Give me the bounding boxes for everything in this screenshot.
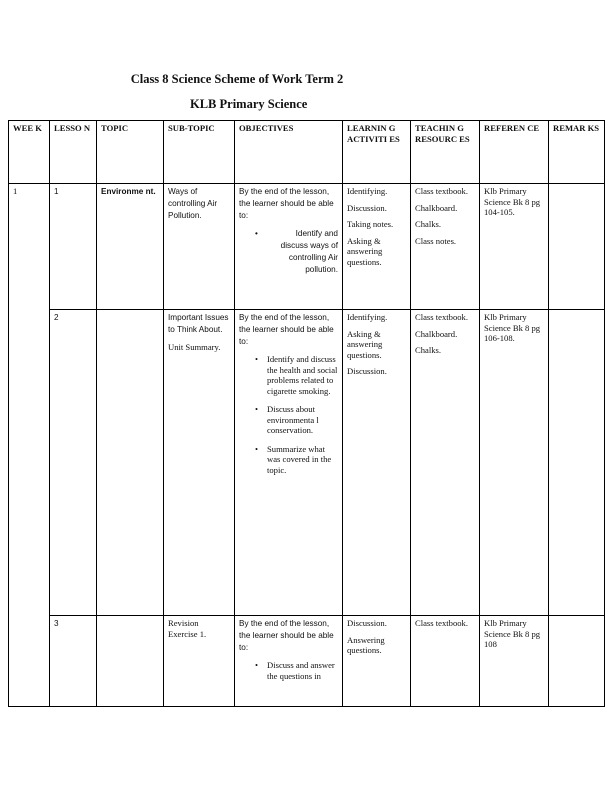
header-remarks: REMAR KS (549, 121, 605, 184)
reference-cell: Klb Primary Science Bk 8 pg 104-105. (480, 184, 549, 310)
subtopic-text: Revision Exercise 1. (168, 618, 207, 639)
bullet-icon: • (255, 354, 259, 364)
subtopic-text: Unit Summary. (168, 342, 221, 352)
reference-cell: Klb Primary Science Bk 8 pg 106-108. (480, 310, 549, 616)
activities-cell (343, 184, 411, 310)
lesson-cell: 2 (50, 310, 97, 616)
subtopic-text: Important Issues to Think About. (168, 313, 229, 334)
objective-text: Summarize what was covered in the topic. (267, 443, 332, 475)
remarks-cell (549, 184, 605, 310)
header-subtopic: SUB-TOPIC (164, 121, 235, 184)
resource-text: Class textbook. (415, 312, 468, 322)
table-body (9, 184, 605, 707)
subtopic-text: Ways of controlling Air Pollution. (168, 187, 218, 220)
topic-cell (97, 310, 164, 616)
activity-text: Asking & answering questions. (347, 235, 383, 267)
activity-text: Discussion. (347, 618, 387, 628)
resources-cell (411, 184, 480, 310)
objectives-intro: By the end of the lesson, the learner should be able to: (239, 619, 334, 652)
activity-text: Taking notes. (347, 219, 394, 229)
header-teaching-resources: TEACHIN G RESOURC ES (411, 121, 480, 184)
remarks-cell (549, 310, 605, 616)
objective-text: Discuss and answer the questions in (267, 660, 335, 681)
objective-text: Identify and discuss ways of controlling Air pollution. (280, 229, 338, 274)
activity-text: Discussion. (347, 202, 387, 213)
resources-cell (411, 310, 480, 616)
remarks-cell (549, 616, 605, 707)
objective-item (255, 404, 338, 436)
header-lesson: LESSO N (50, 121, 97, 184)
objective-item (255, 354, 338, 396)
activity-text: Asking & answering questions. (347, 328, 383, 360)
objectives-list (239, 354, 338, 475)
resource-text: Chalks. (415, 219, 442, 229)
activities-cell (343, 310, 411, 616)
objective-text: Identify and discuss the health and social problems related to cigarette smoking. (267, 354, 338, 396)
resource-text: Class textbook. (415, 186, 468, 196)
header-week: WEE K (9, 121, 50, 184)
resource-text: Chalks. (415, 345, 442, 355)
subtopic-cell (164, 310, 235, 616)
objective-item (255, 660, 338, 681)
header-row (9, 121, 605, 184)
resource-text: Chalkboard. (415, 328, 458, 339)
table-row (9, 616, 605, 707)
activity-text: Answering questions. (347, 634, 385, 655)
activity-text: Identifying. (347, 186, 388, 196)
resource-text: Class textbook. (415, 618, 468, 628)
document-title (0, 72, 612, 87)
header-topic: TOPIC (97, 121, 164, 184)
objectives-cell (235, 616, 343, 707)
activities-cell (343, 616, 411, 707)
bullet-icon: • (255, 660, 259, 670)
bullet-icon: • (255, 443, 259, 454)
title-text: Class 8 Science Scheme of Work Term 2 (130, 72, 344, 86)
objective-item (255, 443, 338, 476)
subtopic-cell (164, 184, 235, 310)
resource-text: Class notes. (415, 235, 457, 246)
table-row (9, 184, 605, 310)
scheme-table (8, 120, 605, 707)
subtopic-cell (164, 616, 235, 707)
objectives-cell (235, 310, 343, 616)
objectives-list (239, 228, 338, 276)
objectives-cell (235, 184, 343, 310)
header-objectives: OBJECTIVES (235, 121, 343, 184)
document-subtitle: KLB Primary Science (190, 97, 308, 111)
activity-text: Identifying. (347, 312, 388, 322)
lesson-cell: 1 (50, 184, 97, 310)
objectives-list (239, 660, 338, 681)
bullet-icon: • (255, 229, 258, 238)
topic-cell: Environme nt. (97, 184, 164, 310)
table-row (9, 310, 605, 616)
header-learning-activities: LEARNIN G ACTIVITI ES (343, 121, 411, 184)
resource-text: Chalkboard. (415, 202, 458, 213)
objective-item (255, 228, 338, 276)
activity-text: Discussion. (347, 366, 387, 376)
resources-cell (411, 616, 480, 707)
header-reference: REFEREN CE (480, 121, 549, 184)
bullet-icon: • (255, 404, 259, 414)
lesson-cell: 3 (50, 616, 97, 707)
reference-cell: Klb Primary Science Bk 8 pg 108 (480, 616, 549, 707)
objectives-intro: By the end of the lesson, the learner should be able to: (239, 187, 334, 220)
objectives-intro: By the end of the lesson, the learner should be able to: (239, 313, 334, 346)
objective-text: Discuss about environmenta l conservation. (267, 404, 319, 435)
topic-cell (97, 616, 164, 707)
week-cell: 1 (9, 184, 50, 707)
